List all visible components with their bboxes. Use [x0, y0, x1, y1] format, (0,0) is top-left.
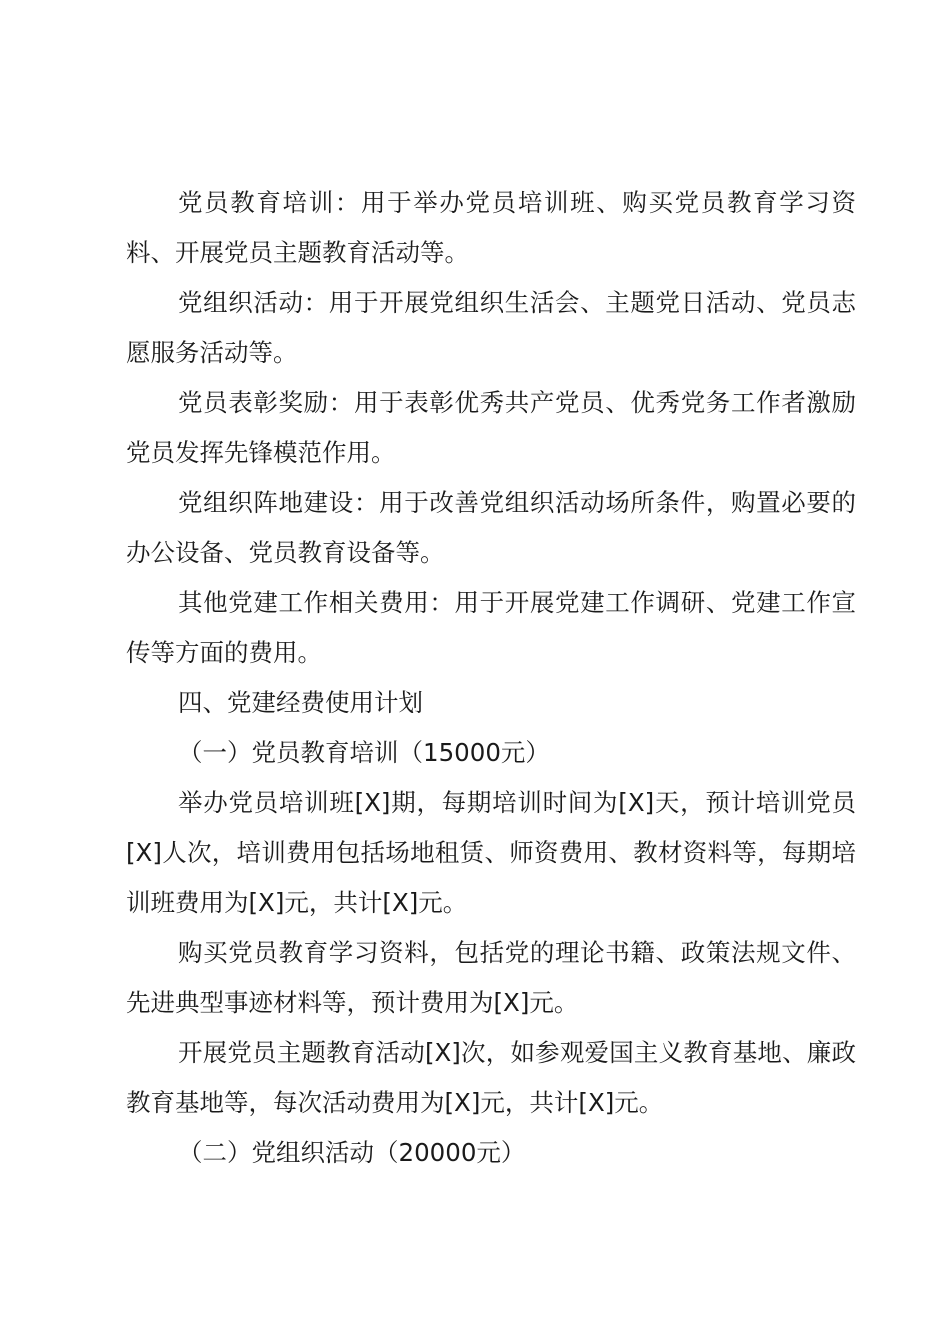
paragraph-theme-activities: 开展党员主题教育活动[X]次，如参观爱国主义教育基地、廉政教育基地等，每次活动费用为[X]元，共计[X]元。	[126, 1038, 856, 1117]
paragraph-study-materials: 购买党员教育学习资料，包括党的理论书籍、政策法规文件、先进典型事迹材料等，预计费用为[X]元。	[126, 938, 856, 1017]
paragraph-commendation-awards: 党员表彰奖励：用于表彰优秀共产党员、优秀党务工作者激励党员发挥先锋模范作用。	[126, 388, 856, 467]
document-body	[126, 178, 856, 1178]
subheading-education-training: （一）党员教育培训（15000元）	[178, 738, 550, 767]
paragraph-venue-construction: 党组织阵地建设：用于改善党组织活动场所条件，购置必要的办公设备、党员教育设备等。	[126, 488, 856, 567]
paragraph-organization-activities: 党组织活动：用于开展党组织生活会、主题党日活动、党员志愿服务活动等。	[126, 288, 856, 367]
subheading-organization-activities: （二）党组织活动（20000元）	[178, 1138, 526, 1167]
paragraph-education-training: 党员教育培训：用于举办党员培训班、购买党员教育学习资料、开展党员主题教育活动等。	[126, 188, 856, 267]
section-heading-usage-plan: 四、党建经费使用计划	[178, 688, 423, 717]
paragraph-other-expenses: 其他党建工作相关费用：用于开展党建工作调研、党建工作宣传等方面的费用。	[126, 588, 856, 667]
paragraph-training-classes: 举办党员培训班[X]期，每期培训时间为[X]天，预计培训党员[X]人次，培训费用包括场地租赁、师资费用、教材资料等，每期培训班费用为[X]元，共计[X]元。	[126, 788, 856, 917]
